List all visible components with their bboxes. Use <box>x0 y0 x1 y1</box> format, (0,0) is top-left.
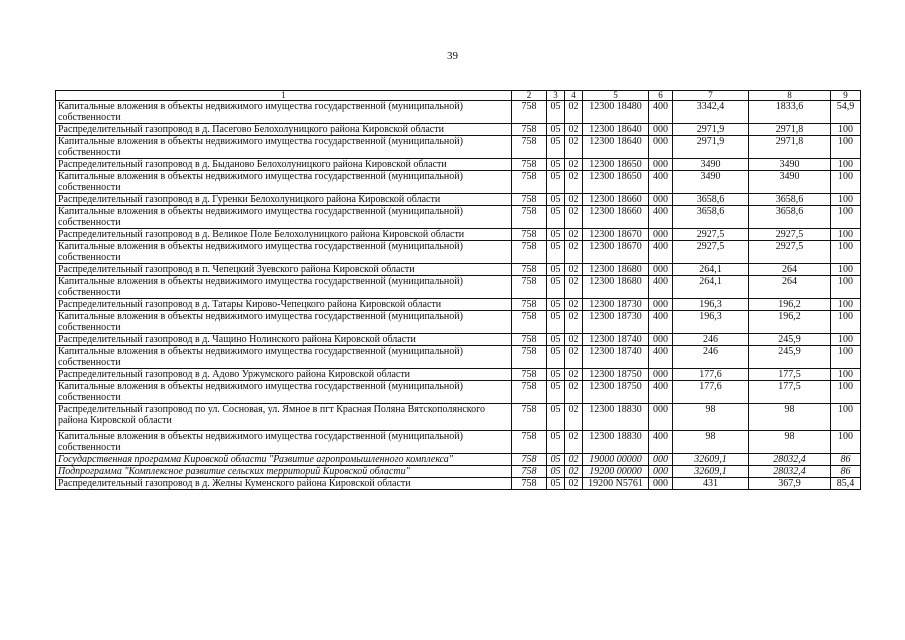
plan-amount-cell: 264,1 <box>673 264 749 276</box>
target-article-cell: 12300 18640 <box>583 136 649 159</box>
expense-type-cell: 000 <box>649 159 673 171</box>
expense-type-cell: 000 <box>649 334 673 346</box>
percent-cell: 100 <box>831 136 861 159</box>
expense-type-cell: 400 <box>649 381 673 404</box>
ministry-code-cell: 758 <box>512 264 547 276</box>
percent-cell: 100 <box>831 229 861 241</box>
subsection-cell: 02 <box>565 478 583 490</box>
section-cell: 05 <box>547 206 565 229</box>
item-name-cell: Капитальные вложения в объекты недвижимого имущества государственной (муниципальной) собственности <box>56 276 512 299</box>
item-name-cell: Капитальные вложения в объекты недвижимого имущества государственной (муниципальной) собственности <box>56 206 512 229</box>
actual-amount-cell: 2927,5 <box>749 229 831 241</box>
column-header: 1 <box>56 91 512 101</box>
table-row <box>56 334 861 346</box>
item-name-cell: Распределительный газопровод в д. Чащино Нолинского района Кировской области <box>56 334 512 346</box>
actual-amount-cell: 2927,5 <box>749 241 831 264</box>
plan-amount-cell: 3658,6 <box>673 206 749 229</box>
percent-cell: 100 <box>831 159 861 171</box>
expense-type-cell: 400 <box>649 206 673 229</box>
ministry-code-cell: 758 <box>512 124 547 136</box>
plan-amount-cell: 3342,4 <box>673 101 749 124</box>
percent-cell: 100 <box>831 431 861 454</box>
ministry-code-cell: 758 <box>512 299 547 311</box>
ministry-code-cell: 758 <box>512 171 547 194</box>
actual-amount-cell: 245,9 <box>749 334 831 346</box>
plan-amount-cell: 2971,9 <box>673 136 749 159</box>
plan-amount-cell: 177,6 <box>673 381 749 404</box>
section-cell: 05 <box>547 454 565 466</box>
section-cell: 05 <box>547 276 565 299</box>
expense-type-cell: 000 <box>649 229 673 241</box>
percent-cell: 100 <box>831 171 861 194</box>
section-cell: 05 <box>547 241 565 264</box>
subsection-cell: 02 <box>565 311 583 334</box>
column-header: 5 <box>583 91 649 101</box>
expense-type-cell: 000 <box>649 124 673 136</box>
section-cell: 05 <box>547 466 565 478</box>
section-cell: 05 <box>547 101 565 124</box>
actual-amount-cell: 3658,6 <box>749 194 831 206</box>
target-article-cell: 19200 00000 <box>583 466 649 478</box>
item-name-cell: Подпрограмма "Комплексное развитие сельских территорий Кировской области" <box>56 466 512 478</box>
actual-amount-cell: 2971,8 <box>749 124 831 136</box>
percent-cell: 100 <box>831 276 861 299</box>
table-row <box>56 159 861 171</box>
actual-amount-cell: 196,2 <box>749 299 831 311</box>
item-name-cell: Распределительный газопровод в д. Быданово Белохолуницкого района Кировской области <box>56 159 512 171</box>
percent-cell: 100 <box>831 299 861 311</box>
table-row <box>56 404 861 431</box>
column-header: 3 <box>547 91 565 101</box>
expense-type-cell: 000 <box>649 194 673 206</box>
table-row <box>56 381 861 404</box>
table-row <box>56 194 861 206</box>
actual-amount-cell: 3658,6 <box>749 206 831 229</box>
actual-amount-cell: 367,9 <box>749 478 831 490</box>
item-name-cell: Распределительный газопровод в д. Желны Куменского района Кировской области <box>56 478 512 490</box>
section-cell: 05 <box>547 124 565 136</box>
table-row <box>56 431 861 454</box>
subsection-cell: 02 <box>565 194 583 206</box>
actual-amount-cell: 3490 <box>749 171 831 194</box>
item-name-cell: Капитальные вложения в объекты недвижимого имущества государственной (муниципальной) собственности <box>56 101 512 124</box>
table-row <box>56 229 861 241</box>
table-row <box>56 101 861 124</box>
expense-type-cell: 400 <box>649 431 673 454</box>
subsection-cell: 02 <box>565 229 583 241</box>
plan-amount-cell: 2971,9 <box>673 124 749 136</box>
column-header: 7 <box>673 91 749 101</box>
percent-cell: 100 <box>831 206 861 229</box>
subsection-cell: 02 <box>565 276 583 299</box>
target-article-cell: 12300 18740 <box>583 334 649 346</box>
expense-type-cell: 400 <box>649 311 673 334</box>
table-row <box>56 276 861 299</box>
actual-amount-cell: 28032,4 <box>749 454 831 466</box>
section-cell: 05 <box>547 194 565 206</box>
plan-amount-cell: 2927,5 <box>673 241 749 264</box>
plan-amount-cell: 32609,1 <box>673 454 749 466</box>
percent-cell: 85,4 <box>831 478 861 490</box>
plan-amount-cell: 98 <box>673 404 749 431</box>
target-article-cell: 12300 18640 <box>583 124 649 136</box>
section-cell: 05 <box>547 229 565 241</box>
plan-amount-cell: 3658,6 <box>673 194 749 206</box>
item-name-cell: Капитальные вложения в объекты недвижимого имущества государственной (муниципальной) собственности <box>56 241 512 264</box>
subsection-cell: 02 <box>565 334 583 346</box>
ministry-code-cell: 758 <box>512 229 547 241</box>
column-header: 8 <box>749 91 831 101</box>
actual-amount-cell: 177,5 <box>749 381 831 404</box>
percent-cell: 100 <box>831 194 861 206</box>
table-row <box>56 136 861 159</box>
expense-type-cell: 000 <box>649 466 673 478</box>
section-cell: 05 <box>547 311 565 334</box>
subsection-cell: 02 <box>565 101 583 124</box>
ministry-code-cell: 758 <box>512 136 547 159</box>
table-row <box>56 311 861 334</box>
actual-amount-cell: 177,5 <box>749 369 831 381</box>
expense-type-cell: 000 <box>649 454 673 466</box>
expense-type-cell: 000 <box>649 404 673 431</box>
subsection-cell: 02 <box>565 206 583 229</box>
item-name-cell: Капитальные вложения в объекты недвижимого имущества государственной (муниципальной) собственности <box>56 431 512 454</box>
section-cell: 05 <box>547 159 565 171</box>
target-article-cell: 12300 18670 <box>583 241 649 264</box>
target-article-cell: 12300 18730 <box>583 311 649 334</box>
table-body <box>56 101 861 490</box>
item-name-cell: Капитальные вложения в объекты недвижимого имущества государственной (муниципальной) собственности <box>56 346 512 369</box>
target-article-cell: 12300 18750 <box>583 369 649 381</box>
percent-cell: 100 <box>831 346 861 369</box>
table-row <box>56 241 861 264</box>
plan-amount-cell: 431 <box>673 478 749 490</box>
subsection-cell: 02 <box>565 466 583 478</box>
table-row <box>56 466 861 478</box>
item-name-cell: Капитальные вложения в объекты недвижимого имущества государственной (муниципальной) собственности <box>56 311 512 334</box>
plan-amount-cell: 177,6 <box>673 369 749 381</box>
ministry-code-cell: 758 <box>512 241 547 264</box>
table-row <box>56 264 861 276</box>
expense-type-cell: 400 <box>649 171 673 194</box>
subsection-cell: 02 <box>565 264 583 276</box>
actual-amount-cell: 98 <box>749 431 831 454</box>
subsection-cell: 02 <box>565 124 583 136</box>
budget-table <box>55 90 861 490</box>
section-cell: 05 <box>547 346 565 369</box>
table-row <box>56 478 861 490</box>
item-name-cell: Распределительный газопровод в д. Пасегово Белохолуницкого района Кировской области <box>56 124 512 136</box>
expense-type-cell: 000 <box>649 136 673 159</box>
plan-amount-cell: 3490 <box>673 159 749 171</box>
target-article-cell: 12300 18830 <box>583 431 649 454</box>
table-row <box>56 346 861 369</box>
ministry-code-cell: 758 <box>512 381 547 404</box>
plan-amount-cell: 196,3 <box>673 311 749 334</box>
section-cell: 05 <box>547 171 565 194</box>
percent-cell: 100 <box>831 334 861 346</box>
percent-cell: 54,9 <box>831 101 861 124</box>
plan-amount-cell: 2927,5 <box>673 229 749 241</box>
percent-cell: 100 <box>831 404 861 431</box>
table-row <box>56 206 861 229</box>
target-article-cell: 12300 18680 <box>583 276 649 299</box>
page-number: 39 <box>447 50 458 62</box>
item-name-cell: Распределительный газопровод в п. Чепецкий Зуевского района Кировской области <box>56 264 512 276</box>
item-name-cell: Распределительный газопровод по ул. Сосновая, ул. Ямное в пгт Красная Поляна Вятскополянского района Кировской области <box>56 404 512 431</box>
item-name-cell: Распределительный газопровод в д. Адово Уржумского района Кировской области <box>56 369 512 381</box>
expense-type-cell: 400 <box>649 241 673 264</box>
item-name-cell: Капитальные вложения в объекты недвижимого имущества государственной (муниципальной) собственности <box>56 136 512 159</box>
plan-amount-cell: 246 <box>673 334 749 346</box>
actual-amount-cell: 98 <box>749 404 831 431</box>
section-cell: 05 <box>547 299 565 311</box>
column-header: 6 <box>649 91 673 101</box>
target-article-cell: 12300 18830 <box>583 404 649 431</box>
percent-cell: 86 <box>831 466 861 478</box>
ministry-code-cell: 758 <box>512 206 547 229</box>
subsection-cell: 02 <box>565 241 583 264</box>
percent-cell: 100 <box>831 381 861 404</box>
percent-cell: 100 <box>831 241 861 264</box>
plan-amount-cell: 246 <box>673 346 749 369</box>
item-name-cell: Капитальные вложения в объекты недвижимого имущества государственной (муниципальной) собственности <box>56 381 512 404</box>
ministry-code-cell: 758 <box>512 431 547 454</box>
percent-cell: 100 <box>831 311 861 334</box>
section-cell: 05 <box>547 404 565 431</box>
ministry-code-cell: 758 <box>512 194 547 206</box>
plan-amount-cell: 3490 <box>673 171 749 194</box>
expense-type-cell: 400 <box>649 276 673 299</box>
target-article-cell: 12300 18650 <box>583 159 649 171</box>
actual-amount-cell: 264 <box>749 276 831 299</box>
section-cell: 05 <box>547 369 565 381</box>
plan-amount-cell: 32609,1 <box>673 466 749 478</box>
column-header: 9 <box>831 91 861 101</box>
table-row <box>56 454 861 466</box>
subsection-cell: 02 <box>565 299 583 311</box>
percent-cell: 100 <box>831 264 861 276</box>
plan-amount-cell: 98 <box>673 431 749 454</box>
actual-amount-cell: 196,2 <box>749 311 831 334</box>
expense-type-cell: 400 <box>649 101 673 124</box>
ministry-code-cell: 758 <box>512 276 547 299</box>
target-article-cell: 12300 18660 <box>583 206 649 229</box>
ministry-code-cell: 758 <box>512 466 547 478</box>
actual-amount-cell: 3490 <box>749 159 831 171</box>
section-cell: 05 <box>547 136 565 159</box>
table-header-row <box>56 91 861 101</box>
section-cell: 05 <box>547 334 565 346</box>
item-name-cell: Распределительный газопровод в д. Гуренки Белохолуницкого района Кировской области <box>56 194 512 206</box>
percent-cell: 100 <box>831 369 861 381</box>
target-article-cell: 12300 18680 <box>583 264 649 276</box>
target-article-cell: 12300 18730 <box>583 299 649 311</box>
ministry-code-cell: 758 <box>512 454 547 466</box>
target-article-cell: 19200 N5761 <box>583 478 649 490</box>
target-article-cell: 12300 18660 <box>583 194 649 206</box>
target-article-cell: 12300 18750 <box>583 381 649 404</box>
target-article-cell: 12300 18480 <box>583 101 649 124</box>
actual-amount-cell: 2971,8 <box>749 136 831 159</box>
subsection-cell: 02 <box>565 404 583 431</box>
subsection-cell: 02 <box>565 431 583 454</box>
ministry-code-cell: 758 <box>512 346 547 369</box>
actual-amount-cell: 264 <box>749 264 831 276</box>
ministry-code-cell: 758 <box>512 369 547 381</box>
subsection-cell: 02 <box>565 136 583 159</box>
item-name-cell: Распределительный газопровод в д. Великое Поле Белохолуницкого района Кировской области <box>56 229 512 241</box>
item-name-cell: Распределительный газопровод в д. Татары Кирово-Чепецкого района Кировской области <box>56 299 512 311</box>
ministry-code-cell: 758 <box>512 478 547 490</box>
table-row <box>56 299 861 311</box>
target-article-cell: 19000 00000 <box>583 454 649 466</box>
section-cell: 05 <box>547 381 565 404</box>
actual-amount-cell: 1833,6 <box>749 101 831 124</box>
section-cell: 05 <box>547 478 565 490</box>
expense-type-cell: 000 <box>649 264 673 276</box>
expense-type-cell: 400 <box>649 346 673 369</box>
ministry-code-cell: 758 <box>512 334 547 346</box>
subsection-cell: 02 <box>565 171 583 194</box>
ministry-code-cell: 758 <box>512 159 547 171</box>
expense-type-cell: 000 <box>649 369 673 381</box>
subsection-cell: 02 <box>565 454 583 466</box>
target-article-cell: 12300 18650 <box>583 171 649 194</box>
target-article-cell: 12300 18670 <box>583 229 649 241</box>
table-row <box>56 369 861 381</box>
percent-cell: 86 <box>831 454 861 466</box>
ministry-code-cell: 758 <box>512 311 547 334</box>
expense-type-cell: 000 <box>649 299 673 311</box>
item-name-cell: Государственная программа Кировской области "Развитие агропромышленного комплекса" <box>56 454 512 466</box>
subsection-cell: 02 <box>565 159 583 171</box>
plan-amount-cell: 264,1 <box>673 276 749 299</box>
expense-type-cell: 000 <box>649 478 673 490</box>
table-row <box>56 171 861 194</box>
target-article-cell: 12300 18740 <box>583 346 649 369</box>
actual-amount-cell: 28032,4 <box>749 466 831 478</box>
table-row <box>56 124 861 136</box>
ministry-code-cell: 758 <box>512 404 547 431</box>
subsection-cell: 02 <box>565 369 583 381</box>
subsection-cell: 02 <box>565 381 583 404</box>
actual-amount-cell: 245,9 <box>749 346 831 369</box>
section-cell: 05 <box>547 431 565 454</box>
item-name-cell: Капитальные вложения в объекты недвижимого имущества государственной (муниципальной) собственности <box>56 171 512 194</box>
percent-cell: 100 <box>831 124 861 136</box>
subsection-cell: 02 <box>565 346 583 369</box>
ministry-code-cell: 758 <box>512 101 547 124</box>
plan-amount-cell: 196,3 <box>673 299 749 311</box>
column-header: 2 <box>512 91 547 101</box>
column-header: 4 <box>565 91 583 101</box>
section-cell: 05 <box>547 264 565 276</box>
